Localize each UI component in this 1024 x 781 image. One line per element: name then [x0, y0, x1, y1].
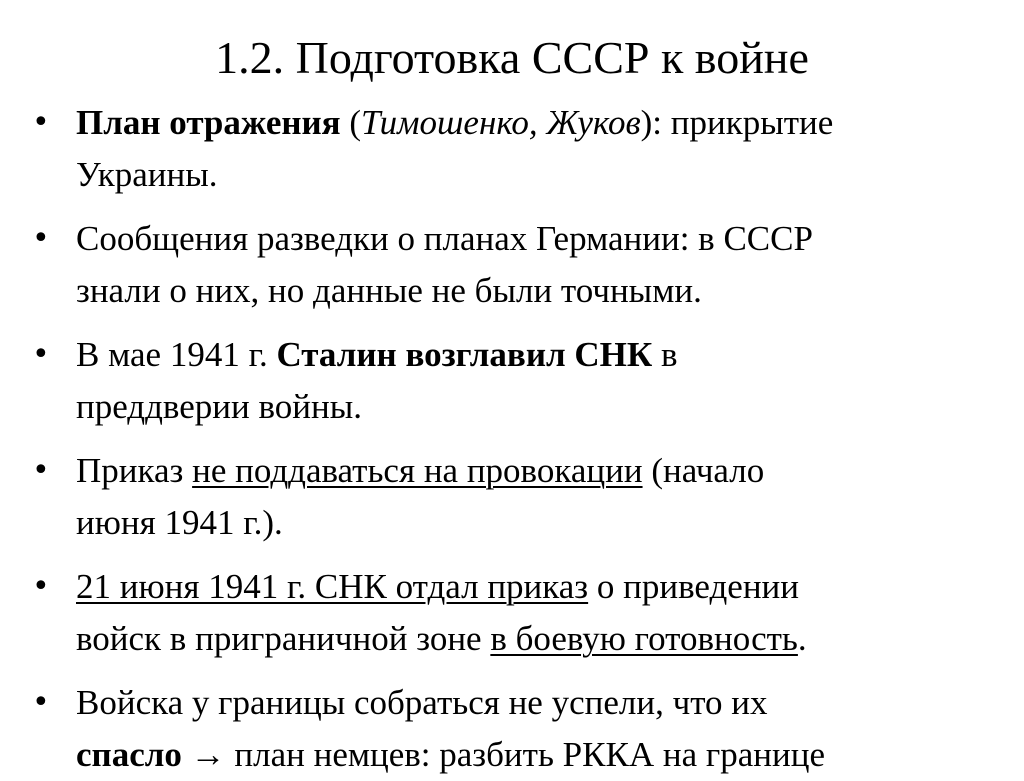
text: (начало [642, 451, 765, 490]
text: план немцев: разбить РККА на границе [225, 735, 825, 774]
bullet-line [76, 329, 1015, 381]
bullet-list [30, 97, 1015, 781]
bullet-item-intelligence [30, 213, 1015, 317]
bullet-icon: • [32, 105, 50, 140]
bold-text: спасло [76, 735, 182, 774]
bullet-item-stalin-snk [30, 329, 1015, 433]
bold-text: План отражения [76, 103, 341, 142]
bullet-line: знали о них, но данные не были точными. [76, 271, 702, 310]
bullet-line [76, 445, 1015, 497]
bullet-item-june-21-order [30, 561, 1015, 665]
bullet-line: Украины. [76, 155, 218, 194]
bold-text: Сталин возглавил СНК [276, 335, 653, 374]
arrow-right-icon: → [190, 735, 226, 774]
bullet-line: июня 1941 г.). [76, 503, 283, 542]
underlined-text: 21 июня 1941 г. СНК отдал приказ [76, 567, 589, 606]
bullet-line [76, 613, 1015, 665]
bullet-item-troops-border [30, 677, 1015, 781]
bullet-icon: • [32, 221, 50, 256]
text: в [652, 335, 678, 374]
text: войск в приграничной зоне [76, 619, 491, 658]
text: Приказ [76, 451, 193, 490]
bullet-line: Сообщения разведки о планах Германии: в СССР [76, 219, 813, 258]
text: В мае 1941 г. [76, 335, 277, 374]
bullet-line [76, 729, 1015, 781]
text: о приведении [588, 567, 800, 606]
bullet-line: Войска у границы собраться не успели, что их [76, 683, 768, 722]
text: ( [340, 103, 362, 142]
bullet-icon: • [32, 685, 50, 720]
bullet-line: преддверии войны. [76, 387, 362, 426]
bullet-item-defense-plan [30, 97, 1015, 201]
bullet-line [76, 97, 1015, 149]
bullet-icon: • [32, 337, 50, 372]
underlined-text: не поддаваться на провокации [192, 451, 643, 490]
text: . [797, 619, 807, 658]
bullet-icon: • [32, 453, 50, 488]
underlined-text: в боевую готовность [490, 619, 798, 658]
bullet-icon: • [32, 569, 50, 604]
text: ): прикрытие [640, 103, 834, 142]
bullet-item-provocations-order [30, 445, 1015, 549]
italic-text: Тимошенко, Жуков [361, 103, 641, 142]
slide-title: 1.2. Подготовка СССР к войне [215, 32, 809, 83]
bullet-line [76, 561, 1015, 613]
